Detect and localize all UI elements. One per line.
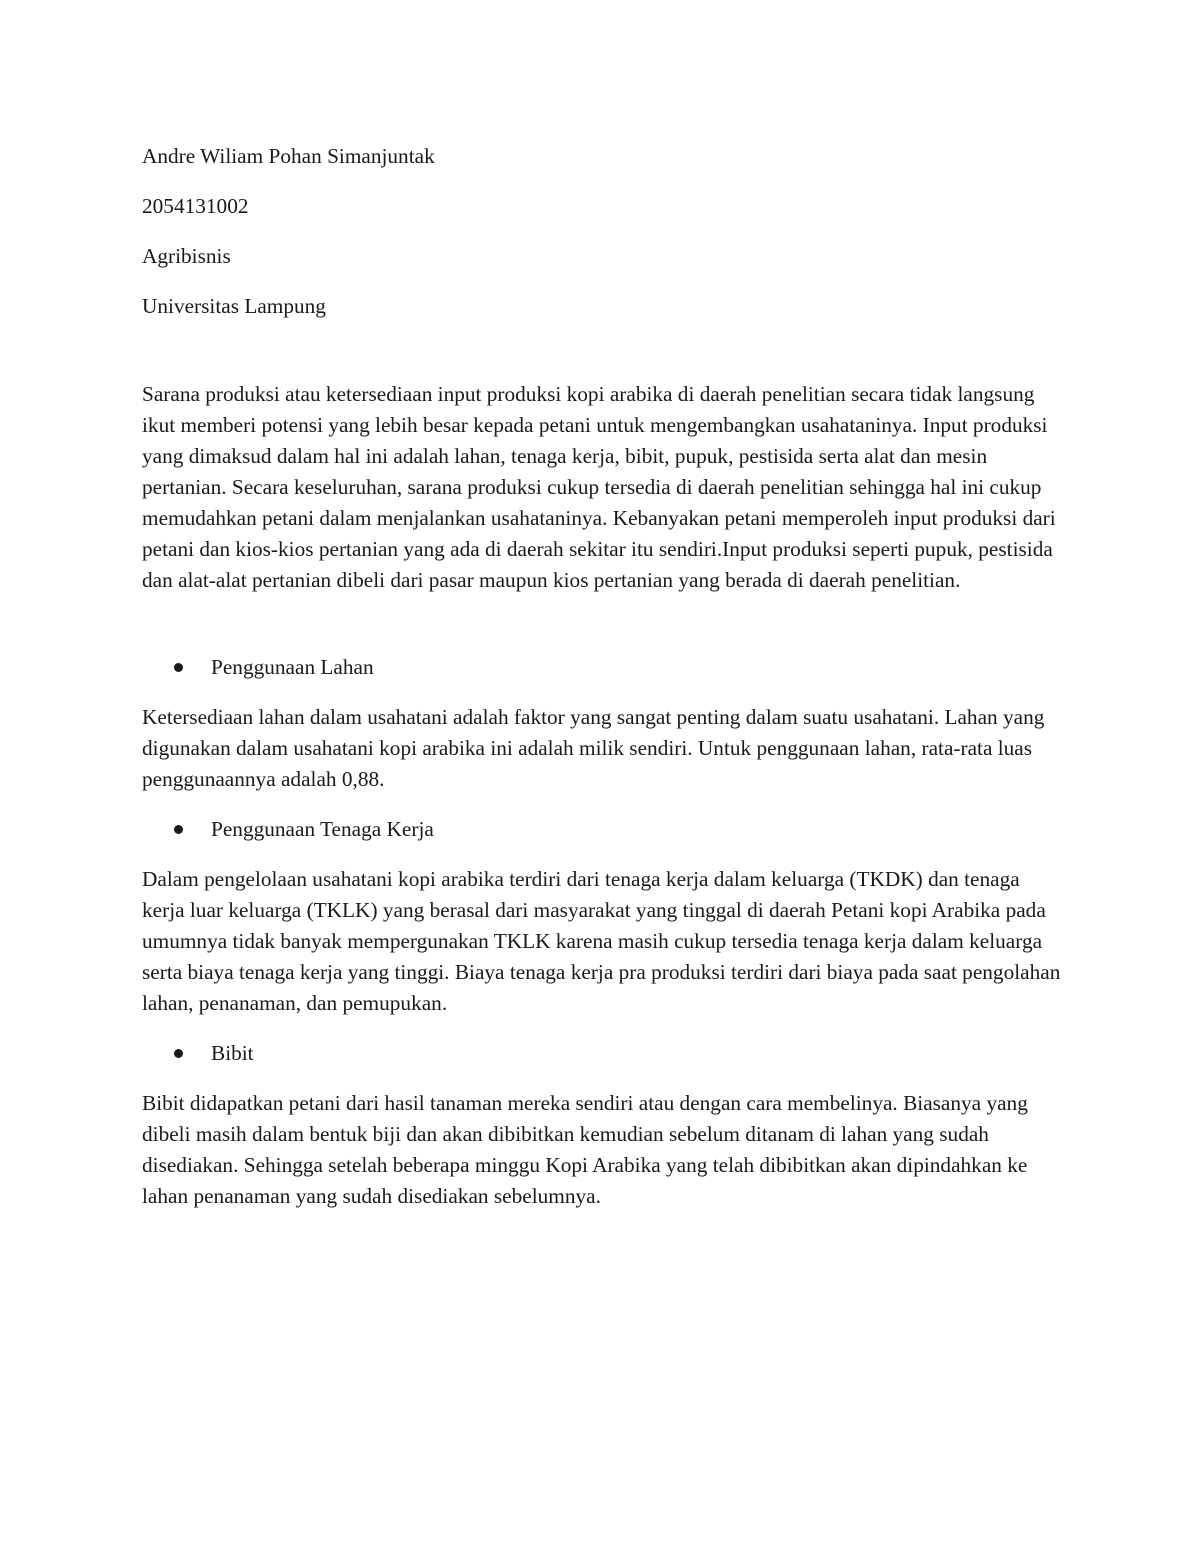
bullet-item xyxy=(142,814,1062,845)
section-heading: Penggunaan Tenaga Kerja xyxy=(211,817,434,841)
section-heading: Penggunaan Lahan xyxy=(211,655,374,679)
section-paragraph: Bibit didapatkan petani dari hasil tanaman mereka sendiri atau dengan cara membelinya. Biasanya yang dibeli masih dalam bentuk biji dan akan dibibitkan kemudian sebelum ditanam di lahan yang sudah disediakan. Sehingga setelah beberapa minggu Kopi Arabika yang telah dibibitkan akan dipindahkan ke lahan penanaman yang sudah disediakan sebelumnya. xyxy=(142,1091,1028,1208)
section-land-use xyxy=(142,652,1062,795)
bullet-icon xyxy=(174,1049,183,1058)
section-paragraph: Dalam pengelolaan usahatani kopi arabika terdiri dari tenaga kerja dalam keluarga (TKDK) dan tenaga kerja luar keluarga (TKLK) yang berasal dari masyarakat yang tinggal di daerah Petani kopi Arabika pada umumnya tidak banyak mempergunakan TKLK karena masih cukup tersedia tenaga kerja dalam keluarga serta biaya tenaga kerja yang tinggi. Biaya tenaga kerja pra produksi terdiri dari biaya pada saat pengolahan lahan, penanaman, dan pemupukan. xyxy=(142,867,1061,1015)
bullet-icon xyxy=(174,663,183,672)
bullet-item xyxy=(142,652,1062,683)
spacer xyxy=(142,596,1062,652)
study-program: Agribisnis xyxy=(142,244,231,268)
intro-paragraph: Sarana produksi atau ketersediaan input produksi kopi arabika di daerah penelitian secara tidak langsung ikut memberi potensi yang lebih besar kepada petani untuk mengembangkan usahataninya. Input produksi yang dimaksud dalam hal ini adalah lahan, tenaga kerja, bibit, pupuk, pestisida serta alat dan mesin pertanian. Secara keseluruhan, sarana produksi cukup tersedia di daerah penelitian sehingga hal ini cukup memudahkan petani dalam menjalankan usahataninya. Kebanyakan petani memperoleh input produksi dari petani dan kios-kios pertanian yang ada di daerah sekitar itu sendiri.Input produksi seperti pupuk, pestisida dan alat-alat pertanian dibeli dari pasar maupun kios pertanian yang berada di daerah penelitian. xyxy=(142,382,1056,592)
section-heading: Bibit xyxy=(211,1041,254,1065)
document-body xyxy=(142,141,1062,1231)
section-labor-use xyxy=(142,814,1062,1019)
university-name: Universitas Lampung xyxy=(142,294,326,318)
section-seedlings xyxy=(142,1038,1062,1212)
bullet-item xyxy=(142,1038,1062,1069)
section-paragraph: Ketersediaan lahan dalam usahatani adalah faktor yang sangat penting dalam suatu usahatani. Lahan yang digunakan dalam usahatani kopi arabika ini adalah milik sendiri. Untuk penggunaan lahan, rata-rata luas penggunaannya adalah 0,88. xyxy=(142,705,1045,791)
student-id: 2054131002 xyxy=(142,194,249,218)
author-name: Andre Wiliam Pohan Simanjuntak xyxy=(142,144,435,168)
bullet-icon xyxy=(174,825,183,834)
